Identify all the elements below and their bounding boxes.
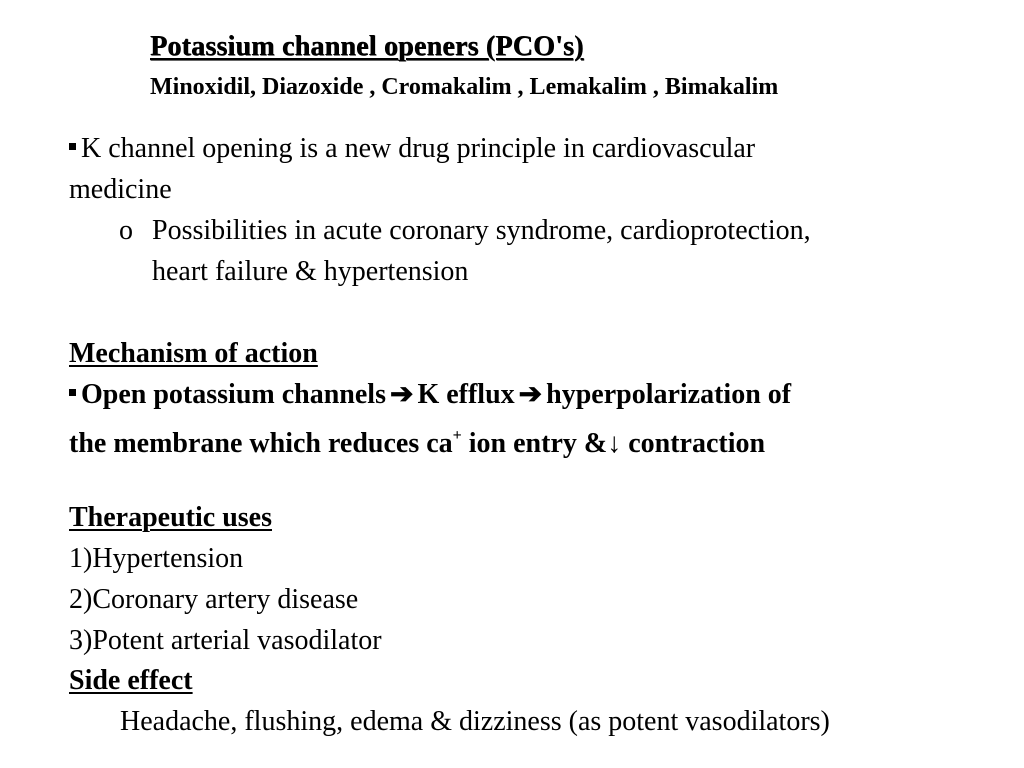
- mechanism-heading: Mechanism of action: [69, 338, 318, 369]
- right-arrow-icon: ➔: [518, 379, 543, 410]
- uses-item: 1)Hypertension: [69, 543, 244, 574]
- mechanism-part-2: K efflux: [417, 379, 515, 410]
- mechanism-part-1: Open potassium channels: [81, 379, 386, 410]
- square-bullet-icon: [69, 389, 76, 396]
- mechanism-part-3: hyperpolarization of: [546, 379, 792, 410]
- mechanism-line-2-start: the membrane which reduces ca: [69, 428, 453, 459]
- drug-list: Minoxidil, Diazoxide , Cromakalim , Lemakalim , Bimakalim: [150, 74, 779, 100]
- intro-bullet: [69, 132, 755, 166]
- uses-item: 2)Coronary artery disease: [69, 584, 359, 615]
- right-arrow-icon: ➔: [389, 379, 414, 410]
- intro-bullet-text-1: K channel opening is a new drug principle in cardiovascular: [81, 133, 756, 164]
- intro-bullet-continuation: medicine: [69, 174, 172, 205]
- slide-title: Potassium channel openers (PCO's): [150, 31, 584, 62]
- sub-bullet-marker: o: [119, 215, 133, 246]
- square-bullet-icon: [69, 143, 76, 150]
- uses-item: 3)Potent arterial vasodilator: [69, 625, 382, 656]
- side-effect-heading: Side effect: [69, 665, 193, 696]
- side-effect-text: Headache, flushing, edema & dizziness (as potent vasodilators): [120, 706, 830, 737]
- sub-bullet-text-2: heart failure & hypertension: [152, 256, 469, 287]
- mechanism-line-1: [69, 378, 791, 412]
- ion-charge: +: [452, 427, 462, 444]
- uses-heading: Therapeutic uses: [69, 502, 272, 533]
- mechanism-line-2-end: ion entry &↓ contraction: [461, 428, 766, 459]
- mechanism-line-2: [69, 419, 765, 461]
- sub-bullet-text-1: Possibilities in acute coronary syndrome, cardioprotection,: [152, 215, 811, 246]
